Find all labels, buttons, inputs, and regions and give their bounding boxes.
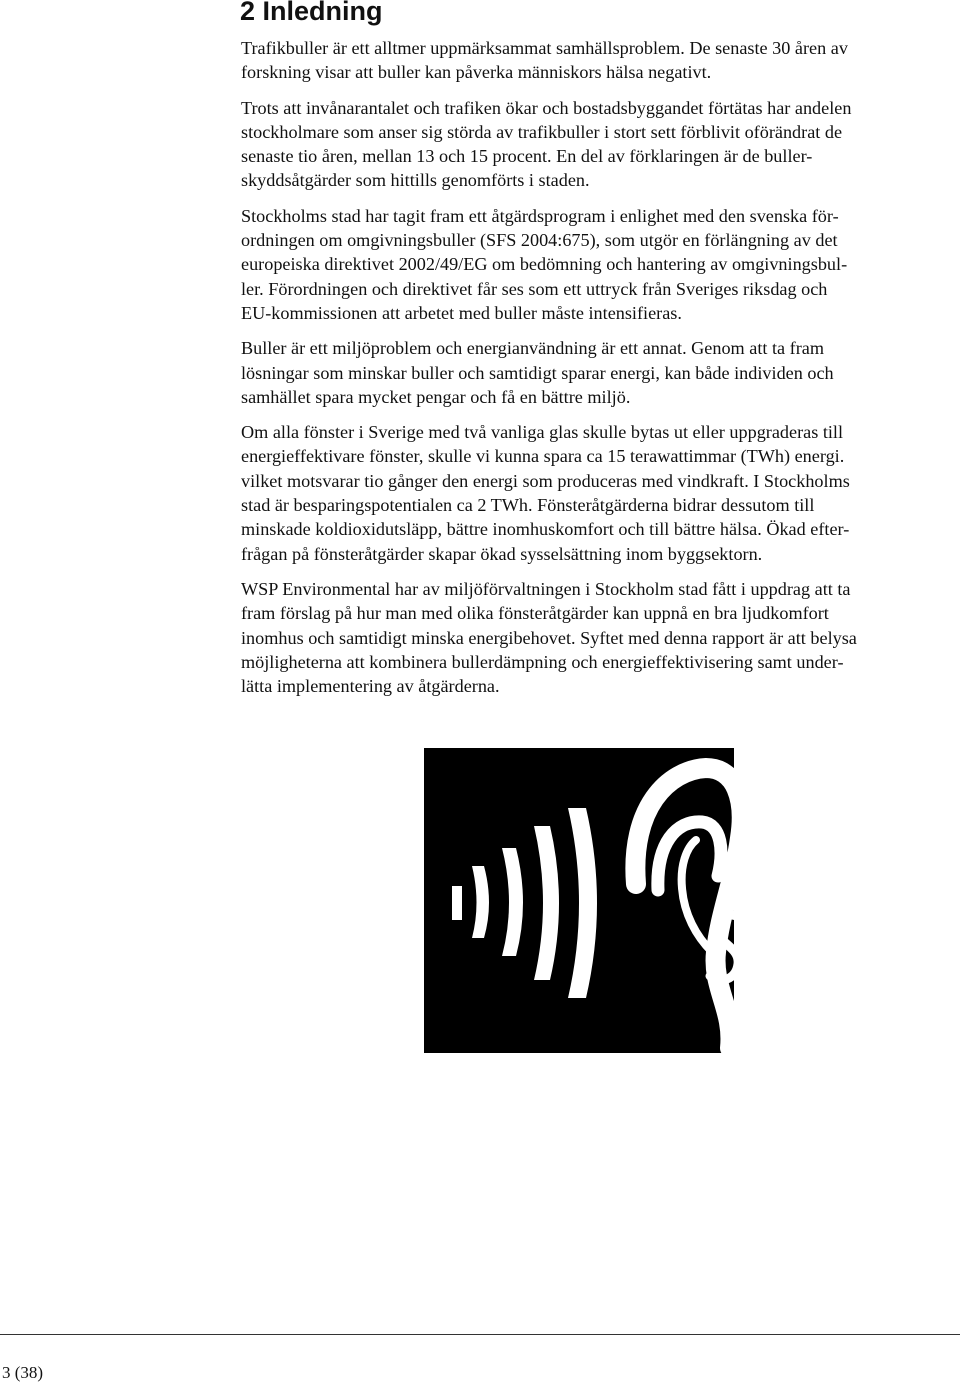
text-line: minskade koldioxidutsläpp, bättre inomhuskomfort och till bättre hälsa. Ökad efter-	[241, 519, 850, 540]
text-line: forskning visar att buller kan påverka människors hälsa negativt.	[241, 62, 712, 83]
text-line: Buller är ett miljöproblem och energianvändning är ett annat. Genom att ta fram	[241, 338, 824, 359]
text-line: europeiska direktivet 2002/49/EG om bedömning och hantering av omgivningsbul-	[241, 254, 848, 275]
body-text	[241, 36, 959, 709]
text-line: vilket motsvarar tio gånger den energi som produceras med vindkraft. I Stockholms	[241, 470, 850, 491]
text-line: lösningar som minskar buller och samtidigt sparar energi, kan både individen och	[241, 362, 834, 383]
paragraph-1	[241, 36, 959, 85]
paragraph-5	[241, 420, 959, 566]
text-line: stockholmare som anser sig störda av trafikbuller i stort sett förblivit oförändrat de	[241, 121, 843, 142]
paragraph-4	[241, 336, 959, 409]
text-line: Trafikbuller är ett alltmer uppmärksammat samhällsproblem. De senaste 30 åren av	[241, 38, 848, 58]
page-number: 3 (38)	[2, 1363, 44, 1382]
paragraph-2	[241, 96, 959, 193]
sound-wave-1	[452, 886, 462, 920]
text-line: Om alla fönster i Sverige med två vanliga glas skulle bytas ut eller uppgraderas till	[241, 422, 844, 443]
text-line: möjligheterna att kombinera bullerdämpning och energieffektivisering samt under-	[241, 651, 844, 672]
paragraph-3	[241, 204, 959, 325]
text-line: Trots att invånarantalet och trafiken ökar och bostadsbyggandet förtätas har andelen	[241, 97, 852, 118]
text-line: energieffektivare fönster, skulle vi kunna spara ca 15 terawattimmar (TWh) energi.	[241, 446, 845, 467]
section-heading: 2 Inledning	[240, 0, 383, 26]
ear-with-sound-waves-icon	[424, 748, 734, 1053]
text-line: Stockholms stad har tagit fram ett åtgärdsprogram i enlighet med den svenska för-	[241, 205, 839, 226]
text-line: samhället spara mycket pengar och få en bättre miljö.	[241, 386, 631, 407]
text-line: stad är besparingspotentialen ca 2 TWh. Fönsteråtgärderna bidrar dessutom till	[241, 495, 815, 516]
text-line: WSP Environmental har av miljöförvaltningen i Stockholm stad fått i uppdrag att ta	[241, 578, 851, 599]
footer-divider	[0, 1334, 960, 1335]
paragraph-6	[241, 577, 959, 698]
text-line: inomhus och samtidigt minska energibehovet. Syftet med denna rapport är att belysa	[241, 627, 857, 648]
text-line: fram förslag på hur man med olika fönsteråtgärder kan uppnå en bra ljudkomfort	[241, 603, 829, 624]
text-line: EU-kommissionen att arbetet med buller måste intensifieras.	[241, 302, 682, 323]
text-line: lätta implementering av åtgärderna.	[241, 676, 500, 697]
text-line: senaste tio åren, mellan 13 och 15 procent. En del av förklaringen är de buller-	[241, 146, 813, 167]
text-line: ordningen om omgivningsbuller (SFS 2004:675), som utgör en förlängning av det	[241, 230, 838, 251]
text-line: skyddsåtgärder som hittills genomförts i staden.	[241, 170, 590, 191]
text-line: frågan på fönsteråtgärder skapar ökad sysselsättning inom byggsektorn.	[241, 543, 763, 564]
text-line: ler. Förordningen och direktivet får ses som ett uttryck från Sveriges riksdag och	[241, 278, 828, 299]
